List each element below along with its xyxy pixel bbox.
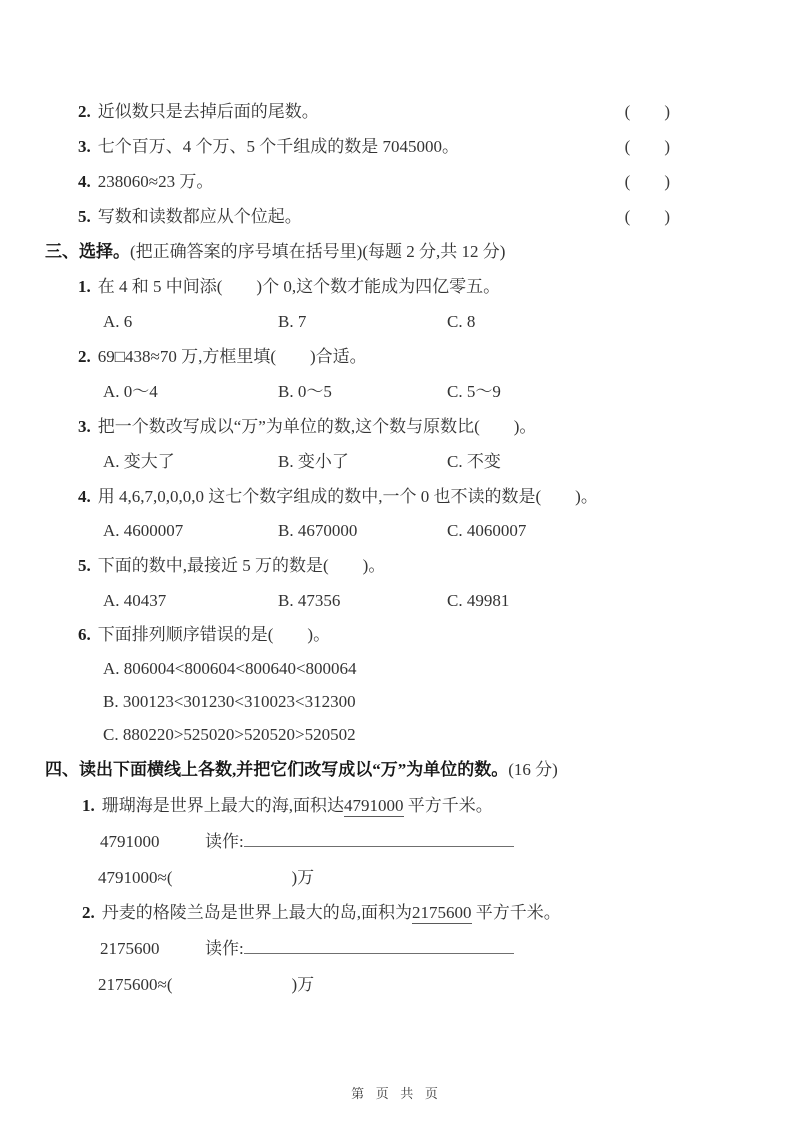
option-b: B. 7 [278, 312, 307, 331]
answer-blank-line [244, 826, 514, 847]
number-value: 2175600 [100, 939, 160, 958]
sentence-text: 珊瑚海是世界上最大的海,面积达 [101, 796, 344, 815]
option-a: A. 6 [103, 312, 133, 331]
option-a: A. 40437 [103, 591, 167, 610]
choice-question-stem [0, 479, 793, 514]
answer-bracket: ( ) [624, 207, 670, 226]
true-false-item [0, 164, 793, 199]
question-number: 5. [78, 556, 91, 575]
section-three-header [0, 234, 793, 269]
option-a: A. 4600007 [103, 521, 184, 540]
question-number: 1. [82, 796, 95, 815]
option-c: C. 4060007 [447, 521, 527, 540]
choice-options-row [0, 304, 793, 339]
answer-blank-line [244, 933, 514, 954]
question-number: 4. [78, 172, 91, 191]
question-number: 4. [78, 487, 91, 506]
read-question-sentence [0, 788, 793, 823]
approximation-row: 4791000≈( )万 [98, 868, 315, 887]
option-b: B. 47356 [278, 591, 341, 610]
true-false-item [0, 199, 793, 234]
option-a: A. 0～4 [103, 382, 158, 401]
read-aloud-row [0, 930, 793, 967]
read-label: 读作: [205, 832, 244, 851]
question-text: 用 4,6,7,0,0,0,0 这七个数字组成的数中,一个 0 也不读的数是( )。 [97, 487, 598, 506]
option-c: C. 不变 [447, 452, 501, 471]
choice-options-row [0, 514, 793, 548]
choice-options-row [0, 374, 793, 409]
question-number: 6. [78, 625, 91, 644]
question-text: 把一个数改写成以“万”为单位的数,这个数与原数比( )。 [97, 417, 537, 436]
option-c: C. 5～9 [447, 382, 501, 401]
number-value: 4791000 [100, 832, 160, 851]
true-false-item [0, 129, 793, 164]
page-footer: 第 页 共 页 [351, 1086, 442, 1101]
choice-question-stem [0, 269, 793, 304]
answer-bracket: ( ) [624, 172, 670, 191]
answer-bracket: ( ) [624, 102, 670, 121]
choice-question-stem [0, 548, 793, 583]
read-label: 读作: [205, 939, 244, 958]
sentence-text: 平方千米。 [471, 903, 561, 922]
sentence-text: 丹麦的格陵兰岛是世界上最大的岛,面积为 [101, 903, 412, 922]
question-number: 5. [78, 207, 91, 226]
choice-question-stem [0, 618, 793, 652]
option-b: B. 4670000 [278, 521, 358, 540]
question-number: 1. [78, 277, 91, 296]
read-aloud-row [0, 823, 793, 860]
choice-question-stem [0, 339, 793, 374]
read-question-sentence [0, 895, 793, 930]
question-number: 2. [78, 102, 91, 121]
option-c: C. 8 [447, 312, 476, 331]
question-number: 2. [78, 347, 91, 366]
question-text: 七个百万、4 个万、5 个千组成的数是 7045000。 [97, 137, 459, 156]
section-four-header [0, 752, 793, 788]
option-c: C. 49981 [447, 591, 510, 610]
section-three-title: 三、选择。 [45, 242, 130, 261]
option-b: B. 300123<301230<310023<312300 [103, 692, 356, 711]
true-false-item [0, 94, 793, 129]
choice-options-row [0, 444, 793, 479]
question-text: 下面排列顺序错误的是( )。 [97, 625, 331, 644]
underlined-number: 4791000 [344, 796, 404, 815]
approximation-row: 2175600≈( )万 [98, 975, 315, 994]
question-number: 3. [78, 417, 91, 436]
question-number: 2. [82, 903, 95, 922]
option-b: B. 0～5 [278, 382, 332, 401]
option-a: A. 变大了 [103, 452, 175, 471]
option-b: B. 变小了 [278, 452, 349, 471]
question-text: 238060≈23 万。 [97, 172, 214, 191]
sentence-text: 平方千米。 [403, 796, 493, 815]
option-c: C. 880220>525020>520520>520502 [103, 725, 356, 744]
question-text: 写数和读数都应从个位起。 [97, 207, 302, 226]
underlined-number: 2175600 [412, 903, 472, 922]
question-text: 下面的数中,最接近 5 万的数是( )。 [97, 556, 386, 575]
choice-options-row [0, 583, 793, 618]
question-text: 在 4 和 5 中间添( )个 0,这个数才能成为四亿零五。 [97, 277, 501, 296]
question-number: 3. [78, 137, 91, 156]
option-a: A. 806004<800604<800640<800064 [103, 659, 357, 678]
section-four-title: 四、读出下面横线上各数,并把它们改写成以“万”为单位的数。 [45, 760, 509, 779]
question-text: 近似数只是去掉后面的尾数。 [97, 102, 319, 121]
section-three-note: (把正确答案的序号填在括号里)(每题 2 分,共 12 分) [130, 242, 506, 261]
answer-bracket: ( ) [624, 137, 670, 156]
question-text: 69□438≈70 万,方框里填( )合适。 [97, 347, 367, 366]
section-four-note: (16 分) [508, 760, 558, 779]
choice-question-stem [0, 409, 793, 444]
